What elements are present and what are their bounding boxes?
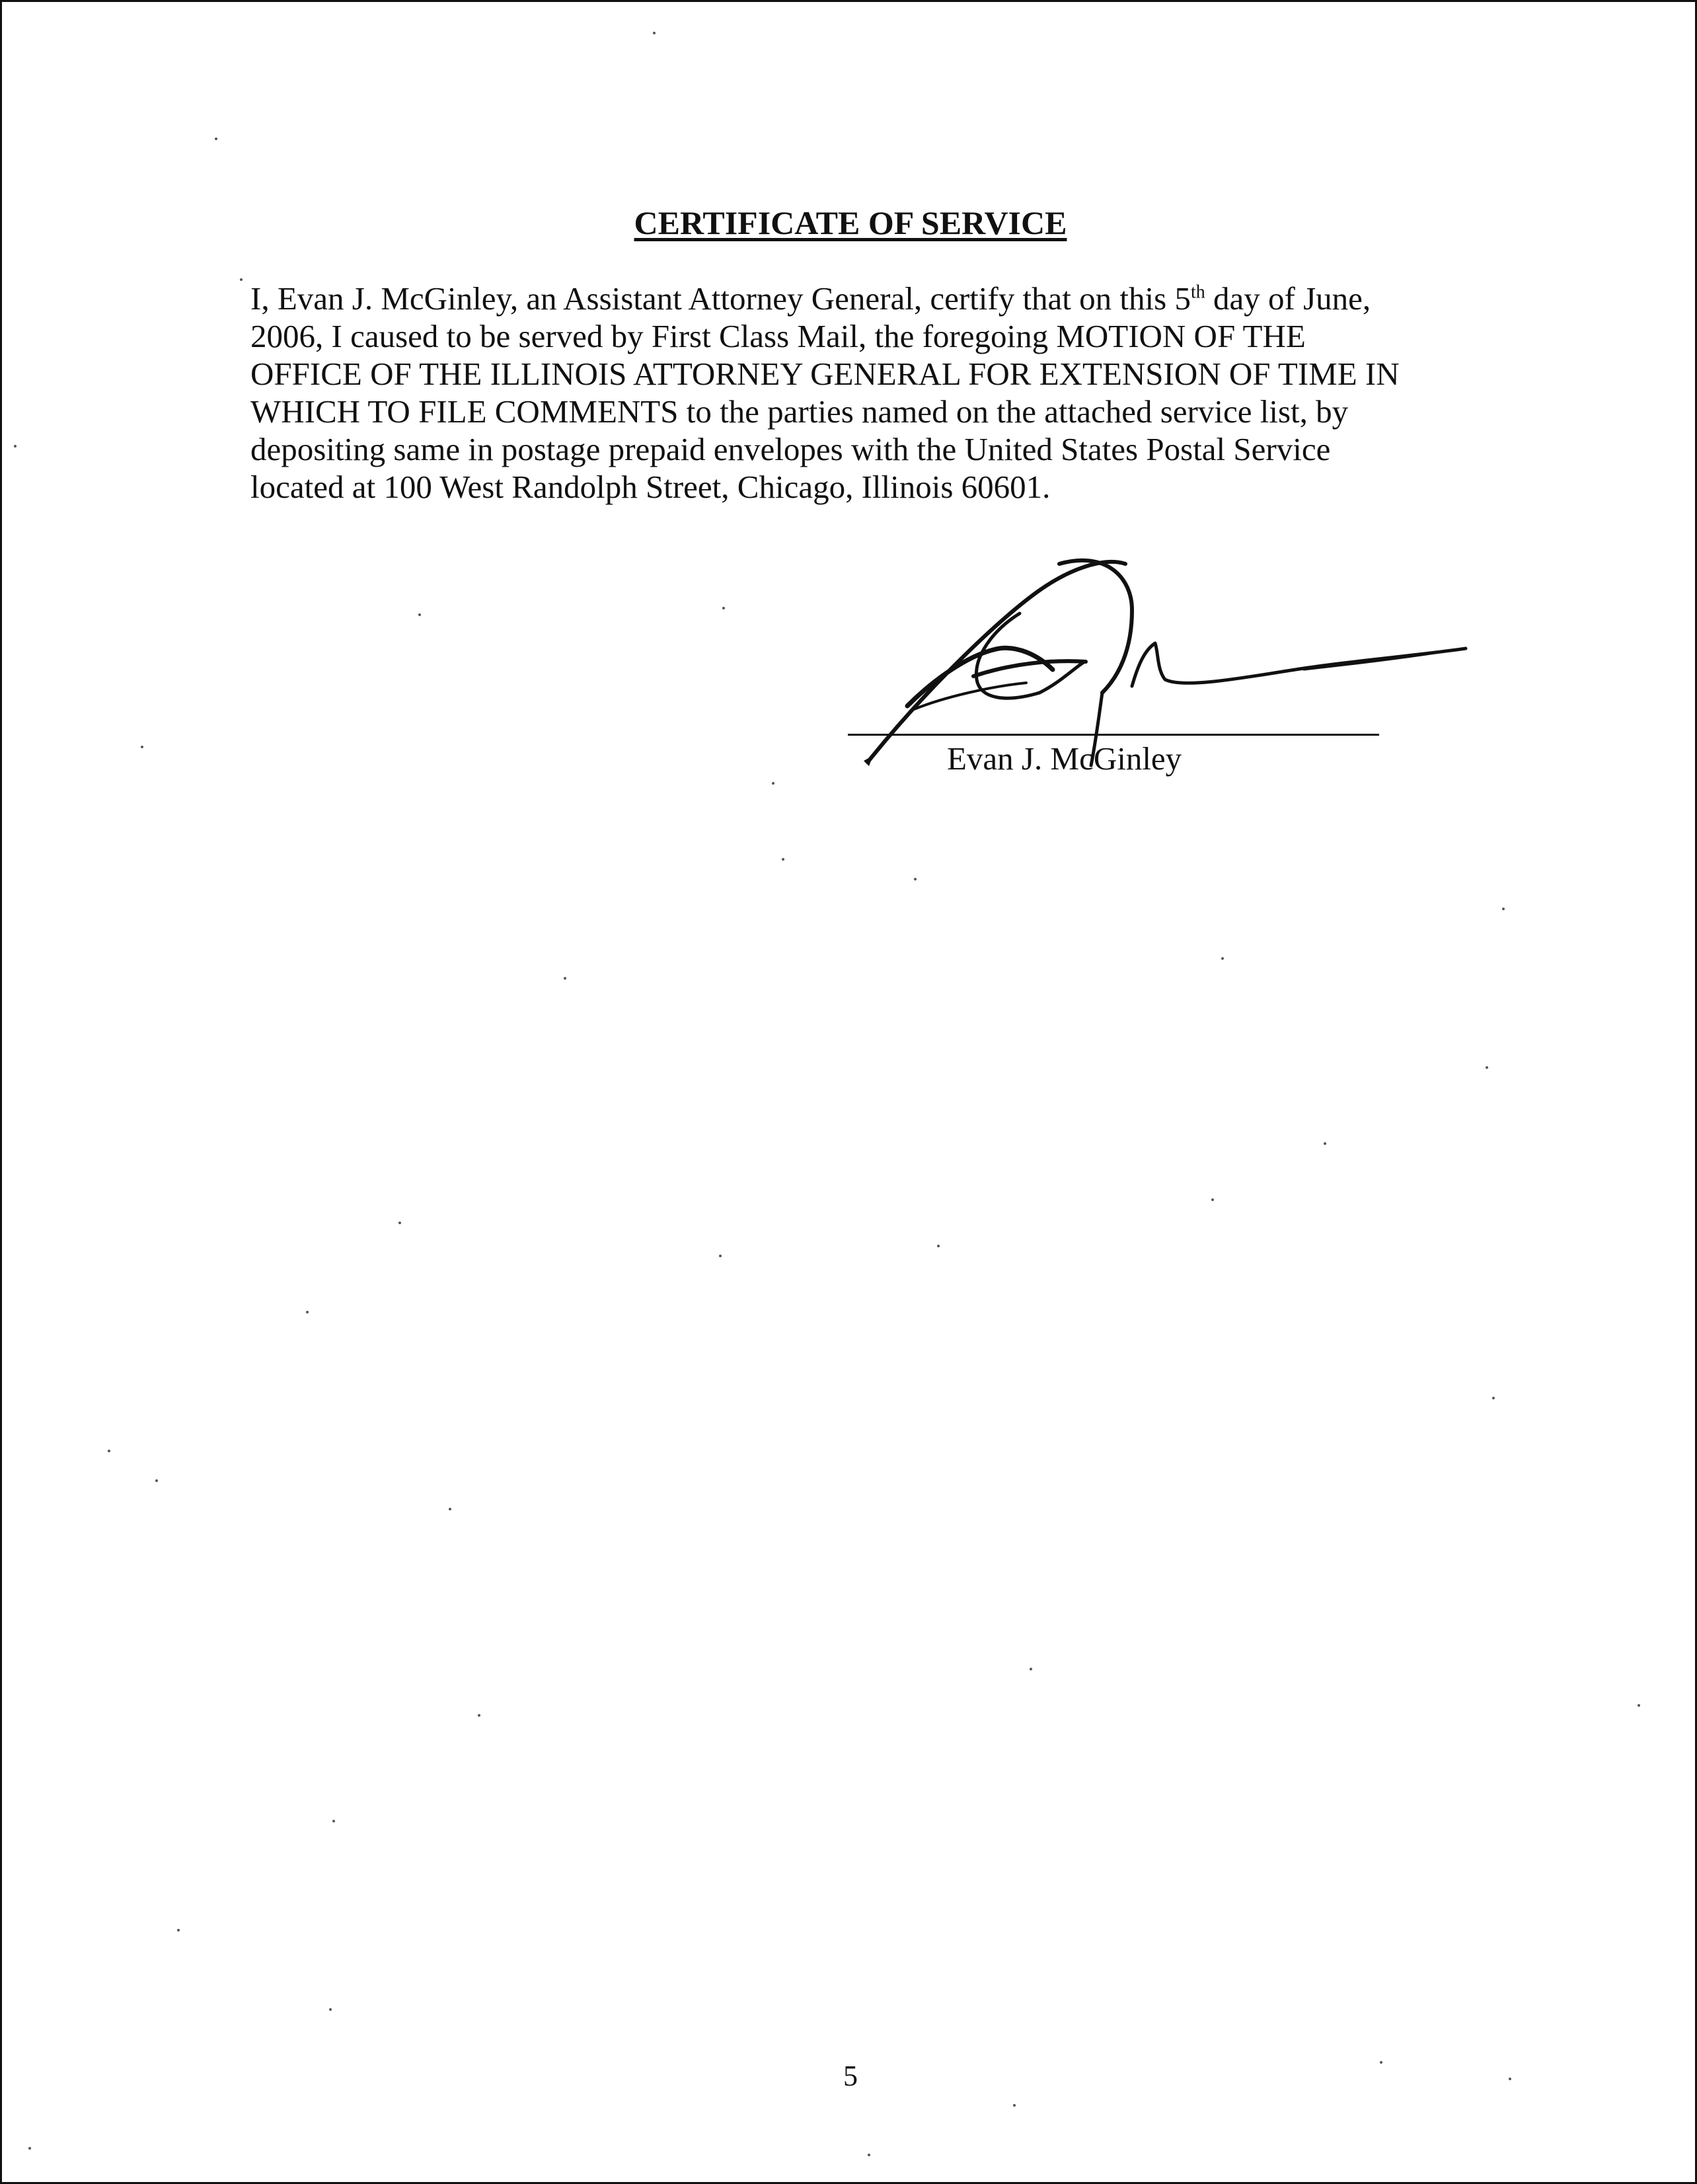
scan-speck xyxy=(398,1222,401,1224)
scan-speck xyxy=(14,445,17,448)
scan-speck xyxy=(449,1508,451,1510)
body-line-5: depositing same in postage prepaid envelopes with the United States Postal Service xyxy=(250,431,1331,467)
scan-speck xyxy=(28,2147,31,2150)
body-line-3: OFFICE OF THE ILLINOIS ATTORNEY GENERAL FOR EXTENSION OF TIME IN xyxy=(250,356,1400,392)
scan-speck xyxy=(914,878,917,880)
scan-speck xyxy=(329,2008,332,2011)
ordinal-suffix: th xyxy=(1190,282,1205,303)
scan-speck xyxy=(215,137,217,140)
scan-speck xyxy=(1509,2078,1511,2080)
scan-speck xyxy=(772,782,774,785)
signature-line xyxy=(848,734,1379,736)
scan-speck xyxy=(1638,1704,1640,1707)
scan-speck xyxy=(306,1311,309,1313)
scan-speck xyxy=(177,1929,180,1931)
signer-name: Evan J. McGinley xyxy=(947,740,1182,777)
scan-speck xyxy=(240,278,243,281)
scan-speck xyxy=(418,613,421,616)
body-line-6: located at 100 West Randolph Street, Chicago, Illinois 60601. xyxy=(250,469,1051,505)
scan-speck xyxy=(141,746,143,748)
body-line-4: WHICH TO FILE COMMENTS to the parties named on the attached service list, by xyxy=(250,393,1349,430)
scan-speck xyxy=(1211,1198,1214,1201)
scan-speck xyxy=(868,2154,870,2156)
scan-speck xyxy=(1030,1668,1032,1670)
scan-speck xyxy=(1380,2061,1382,2064)
scan-speck xyxy=(1502,908,1505,910)
body-line-2: 2006, I caused to be served by First Class Mail, the foregoing MOTION OF THE xyxy=(250,318,1306,354)
body-line-1-start: I, Evan J. McGinley, an Assistant Attorney General, certify that on this 5 xyxy=(250,280,1191,317)
scan-speck xyxy=(332,1820,335,1822)
scan-speck xyxy=(1013,2104,1016,2107)
scan-speck xyxy=(653,32,656,34)
scan-speck xyxy=(1492,1397,1495,1399)
scan-speck xyxy=(564,977,566,980)
scan-speck xyxy=(1324,1142,1326,1145)
body-line-1-end: day of June, xyxy=(1205,280,1371,317)
body-line-1 xyxy=(250,280,1506,317)
scan-speck xyxy=(1486,1066,1488,1069)
scan-speck xyxy=(937,1245,940,1247)
scan-speck xyxy=(782,858,784,861)
document-title: CERTIFICATE OF SERVICE xyxy=(634,204,1067,241)
scan-speck xyxy=(722,607,725,609)
scan-speck xyxy=(719,1255,722,1257)
scan-speck xyxy=(155,1479,158,1482)
scan-speck xyxy=(478,1714,480,1717)
scan-speck xyxy=(1221,957,1224,960)
certificate-body xyxy=(250,280,1506,506)
scan-speck xyxy=(108,1450,110,1452)
page-number: 5 xyxy=(843,2060,858,2092)
